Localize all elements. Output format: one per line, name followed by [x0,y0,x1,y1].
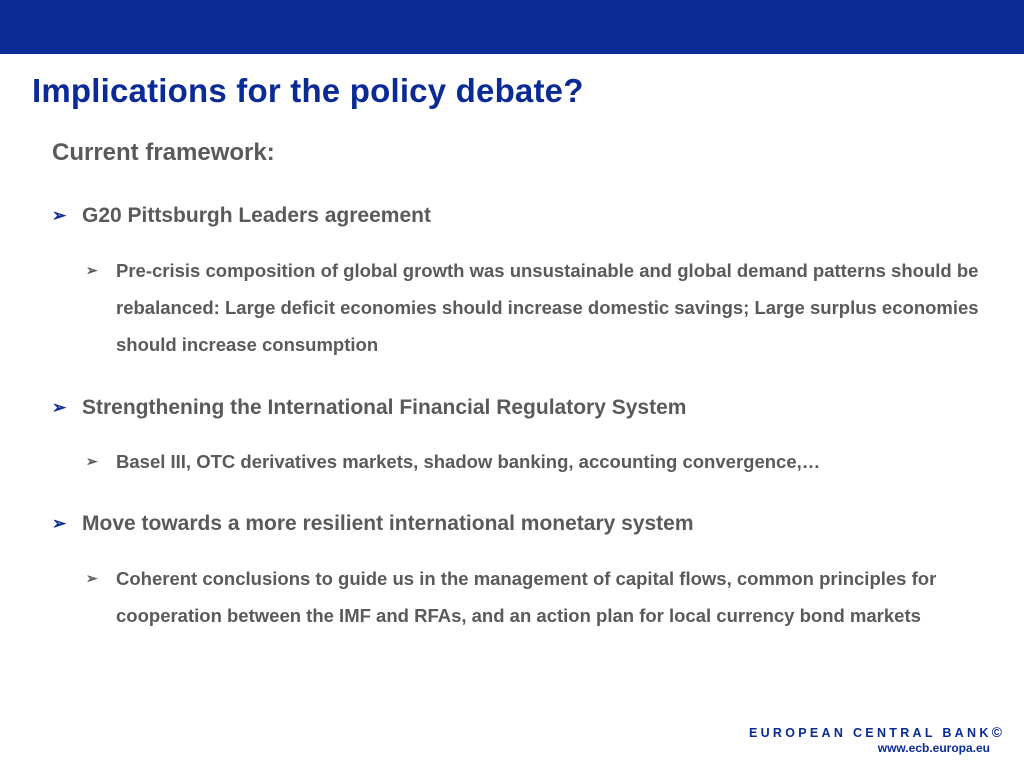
bullet-heading: Move towards a more resilient international monetary system [82,512,694,535]
sub-bullet-text: Coherent conclusions to guide us in the management of capital flows, common principles for cooperation between the IMF and RFAs, and an action plan for local currency bond markets [116,568,937,626]
sub-bullet-item [86,252,986,363]
bullet-item [52,509,694,539]
copyright-symbol: © [991,724,1002,740]
bullet-item [52,201,431,231]
brand-name: EUROPEAN CENTRAL BANK [748,726,992,740]
arrow-bullet-icon: ➢ [86,453,98,469]
arrow-bullet-icon: ➢ [52,206,67,225]
ecb-brand-text [749,724,1002,740]
sub-bullet-text: Basel III, OTC derivatives markets, shadow banking, accounting convergence,… [116,451,821,472]
bullet-item [52,393,686,423]
header-bar [0,0,1024,54]
sub-bullet-item [86,560,986,634]
arrow-bullet-icon: ➢ [52,514,67,533]
website-url: www.ecb.europa.eu [877,741,990,755]
sub-bullet-item [86,443,986,480]
arrow-bullet-icon: ➢ [52,398,67,417]
bullet-heading: G20 Pittsburgh Leaders agreement [82,204,431,227]
sub-bullet-text: Pre-crisis composition of global growth was unsustainable and global demand patterns should be rebalanced: Large deficit economies should increase domestic savings; Large surplus economies should increase consumption [116,260,979,355]
section-subtitle: Current framework: [52,139,275,166]
arrow-bullet-icon: ➢ [86,262,98,278]
arrow-bullet-icon: ➢ [86,570,98,586]
bullet-heading: Strengthening the International Financial Regulatory System [82,396,687,419]
slide-title: Implications for the policy debate? [32,72,584,109]
